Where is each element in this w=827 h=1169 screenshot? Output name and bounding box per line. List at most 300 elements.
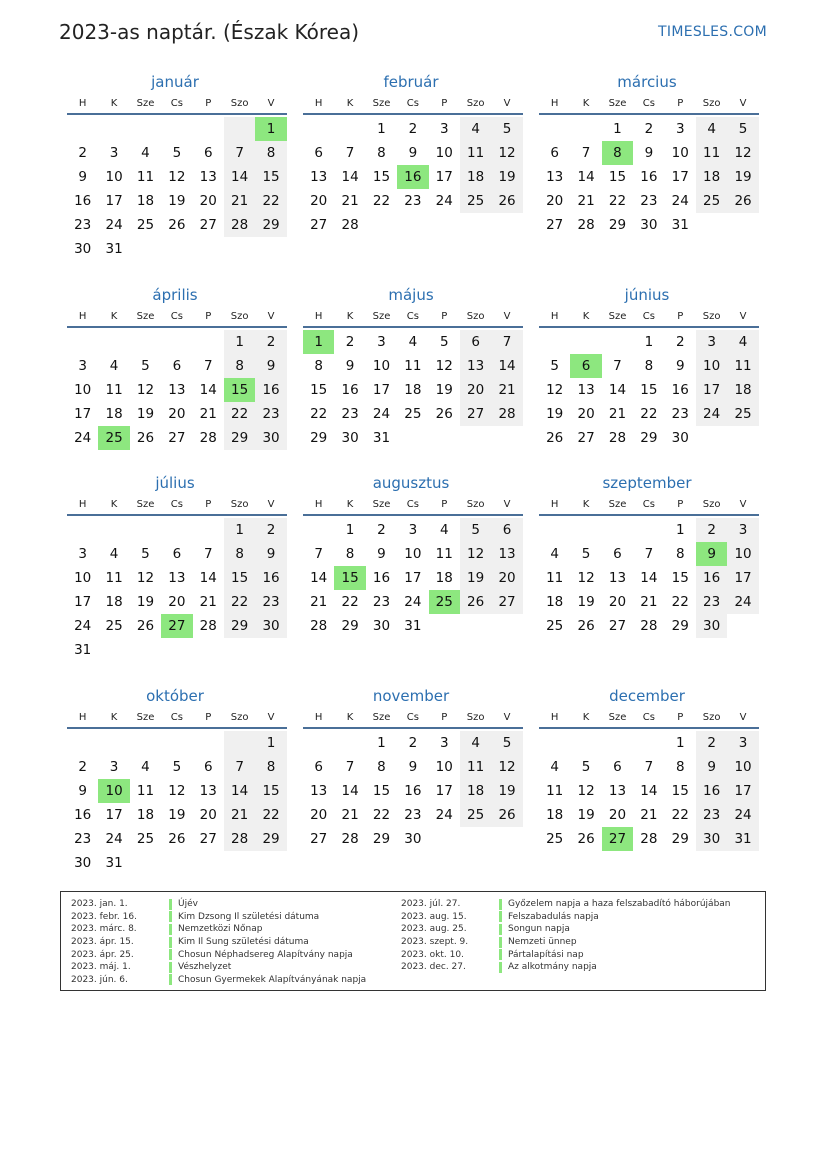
day-cell: 7 (491, 330, 522, 354)
day-cell: 14 (491, 354, 522, 378)
day-cell: 29 (372, 831, 391, 847)
day-cell: 19 (136, 406, 155, 422)
day-cell: 6 (203, 759, 213, 775)
day-cell: 24 (435, 193, 453, 209)
empty-cell (98, 638, 129, 662)
day-cell: 21 (491, 378, 522, 402)
empty-cell (67, 330, 98, 354)
month-2 (303, 71, 523, 237)
day-cell: 18 (136, 193, 155, 209)
weekday-label: H (78, 310, 87, 322)
day-cell: 12 (727, 141, 758, 165)
legend-row (61, 923, 366, 936)
day-cell: 19 (435, 382, 453, 398)
empty-cell (633, 731, 664, 755)
day-cell: 23 (671, 406, 689, 422)
empty-cell (303, 731, 334, 755)
day-cell: 9 (255, 542, 286, 566)
day-grid (67, 330, 287, 450)
month-name: április (152, 286, 198, 304)
month-6 (539, 284, 759, 450)
day-cell: 17 (74, 594, 92, 610)
day-cell: 13 (168, 382, 186, 398)
day-cell: 20 (491, 566, 522, 590)
empty-cell (193, 330, 224, 354)
day-cell: 27 (310, 217, 328, 233)
day-cell: 13 (310, 783, 328, 799)
day-grid (67, 117, 287, 261)
day-cell: 3 (78, 546, 87, 562)
empty-cell (539, 518, 570, 542)
day-cell: 16 (671, 382, 689, 398)
day-cell: 7 (345, 145, 355, 161)
empty-cell (130, 117, 161, 141)
day-cell: 16 (372, 570, 391, 586)
holiday-marker (499, 911, 502, 922)
day-cell: 31 (372, 430, 391, 446)
weekday-label: V (739, 310, 747, 322)
day-cell: 12 (577, 783, 595, 799)
day-cell: 29 (640, 430, 658, 446)
holiday-day: 9 (696, 542, 727, 566)
day-cell: 2 (255, 330, 286, 354)
weekday-label: P (441, 711, 448, 723)
day-cell: 12 (460, 542, 491, 566)
day-cell: 3 (439, 735, 449, 751)
day-cell: 6 (460, 330, 491, 354)
day-cell: 17 (435, 169, 453, 185)
month-5 (303, 284, 523, 450)
day-cell: 28 (341, 831, 359, 847)
day-cell: 9 (696, 755, 727, 779)
weekday-label: H (314, 498, 323, 510)
empty-cell (98, 518, 129, 542)
month-name: november (372, 687, 450, 705)
holiday-day: 1 (255, 117, 286, 141)
day-cell: 9 (255, 354, 286, 378)
holiday-marker (169, 937, 172, 948)
day-cell: 7 (314, 546, 323, 562)
weekday-label: Szo (702, 498, 721, 510)
weekday-label: V (503, 498, 511, 510)
day-cell: 8 (255, 755, 286, 779)
empty-cell (224, 731, 255, 755)
weekday-label: H (550, 97, 559, 109)
day-cell: 26 (491, 803, 522, 827)
day-cell: 6 (613, 759, 622, 775)
day-cell: 10 (727, 755, 758, 779)
legend-holiday-name: Chosun Gyermekek Alapítványának napja (178, 974, 367, 985)
legend-holiday-name: Győzelem napja a haza felszabadító háborújában (508, 899, 731, 910)
day-cell: 15 (310, 382, 328, 398)
empty-cell (303, 518, 334, 542)
day-cell: 3 (439, 121, 449, 137)
weekday-label: Sze (608, 498, 627, 510)
empty-cell (491, 213, 522, 237)
empty-cell (130, 330, 161, 354)
empty-cell (193, 117, 224, 141)
day-cell: 27 (546, 217, 564, 233)
holiday-marker (169, 974, 172, 985)
day-cell: 5 (491, 117, 522, 141)
day-cell: 20 (546, 193, 564, 209)
weekday-label: K (346, 711, 354, 723)
day-cell: 2 (696, 731, 727, 755)
day-cell: 10 (435, 759, 453, 775)
empty-cell (161, 237, 192, 261)
day-cell: 14 (310, 570, 328, 586)
day-grid (303, 731, 523, 851)
day-cell: 14 (224, 165, 255, 189)
legend-date: 2023. jan. 1. (71, 899, 128, 910)
empty-cell (491, 426, 522, 450)
legend-holiday-name: Pártalapítási nap (508, 949, 584, 960)
weekday-label: Cs (170, 97, 183, 109)
day-cell: 12 (577, 570, 595, 586)
day-cell: 9 (675, 358, 685, 374)
empty-cell (193, 638, 224, 662)
day-cell: 5 (141, 358, 150, 374)
day-cell: 27 (608, 618, 627, 634)
month-name: augusztus (372, 474, 450, 492)
day-cell: 28 (577, 217, 595, 233)
day-cell: 13 (608, 570, 627, 586)
empty-cell (397, 426, 428, 450)
day-cell: 30 (671, 430, 689, 446)
day-cell: 8 (377, 759, 386, 775)
day-cell: 27 (168, 430, 186, 446)
day-cell: 8 (314, 358, 323, 374)
day-cell: 16 (255, 378, 286, 402)
legend-date: 2023. júl. 27. (401, 899, 461, 910)
day-cell: 23 (404, 807, 422, 823)
day-cell: 14 (224, 779, 255, 803)
day-cell: 17 (74, 406, 92, 422)
month-name: május (388, 286, 434, 304)
empty-cell (539, 117, 570, 141)
day-cell: 20 (608, 594, 627, 610)
weekday-label: Szo (466, 310, 485, 322)
weekday-label: Cs (642, 97, 655, 109)
day-cell: 25 (136, 831, 155, 847)
empty-cell (429, 426, 460, 450)
day-cell: 25 (460, 189, 491, 213)
legend-holiday-name: Felszabadulás napja (508, 911, 599, 922)
day-cell: 24 (727, 803, 758, 827)
day-cell: 7 (224, 141, 255, 165)
day-cell: 17 (105, 193, 123, 209)
day-cell: 10 (727, 542, 758, 566)
day-cell: 2 (78, 759, 87, 775)
day-cell: 1 (224, 330, 255, 354)
empty-cell (539, 731, 570, 755)
day-grid (539, 330, 759, 450)
day-cell: 2 (644, 121, 654, 137)
weekday-label: K (582, 310, 590, 322)
day-cell: 24 (696, 402, 727, 426)
legend-row (61, 936, 366, 949)
weekday-label: P (441, 310, 448, 322)
empty-cell (67, 117, 98, 141)
day-cell: 19 (168, 807, 186, 823)
day-grid (303, 330, 523, 450)
weekday-label: K (346, 498, 354, 510)
day-cell: 5 (172, 759, 182, 775)
day-cell: 29 (671, 618, 689, 634)
day-cell: 24 (105, 831, 123, 847)
day-cell: 8 (255, 141, 286, 165)
day-cell: 26 (168, 217, 186, 233)
day-cell: 16 (74, 193, 92, 209)
day-cell: 24 (435, 807, 453, 823)
empty-cell (224, 117, 255, 141)
day-cell: 22 (671, 807, 689, 823)
empty-cell (130, 851, 161, 875)
day-cell: 18 (404, 382, 422, 398)
day-cell: 20 (310, 193, 328, 209)
empty-cell (334, 117, 365, 141)
day-cell: 22 (372, 807, 391, 823)
weekday-label: K (110, 498, 118, 510)
day-cell: 22 (224, 590, 255, 614)
weekday-label: H (550, 310, 559, 322)
day-cell: 4 (408, 334, 418, 350)
day-cell: 1 (675, 522, 685, 538)
weekday-header (303, 93, 523, 115)
day-cell: 14 (341, 169, 359, 185)
month-name: október (146, 687, 204, 705)
weekday-label: Szo (702, 711, 721, 723)
day-cell: 3 (675, 121, 685, 137)
empty-cell (570, 330, 601, 354)
weekday-label: Szo (230, 97, 249, 109)
day-cell: 17 (671, 169, 689, 185)
holiday-day: 1 (303, 330, 334, 354)
brand-link[interactable]: TIMESLES.COM (658, 24, 767, 40)
weekday-label: V (503, 310, 511, 322)
empty-cell (67, 731, 98, 755)
holiday-day: 10 (98, 779, 129, 803)
weekday-label: K (346, 97, 354, 109)
month-4 (67, 284, 287, 450)
day-cell: 20 (460, 378, 491, 402)
day-cell: 9 (345, 358, 355, 374)
day-cell: 5 (550, 358, 559, 374)
day-cell: 10 (671, 145, 689, 161)
month-name: december (609, 687, 685, 705)
day-cell: 16 (404, 783, 422, 799)
holiday-marker (499, 924, 502, 935)
legend-date: 2023. febr. 16. (71, 911, 137, 922)
legend-holiday-name: Az alkotmány napja (508, 962, 597, 973)
empty-cell (727, 426, 758, 450)
legend-holiday-name: Vészhelyzet (178, 962, 232, 973)
day-cell: 2 (78, 145, 87, 161)
day-cell: 24 (74, 430, 92, 446)
day-cell: 9 (408, 759, 418, 775)
day-cell: 17 (372, 382, 391, 398)
day-cell: 4 (460, 117, 491, 141)
day-cell: 13 (546, 169, 564, 185)
day-cell: 16 (696, 779, 727, 803)
day-cell: 30 (696, 614, 727, 638)
day-cell: 10 (372, 358, 391, 374)
day-cell: 5 (581, 546, 591, 562)
weekday-header (67, 707, 287, 729)
day-cell: 7 (644, 759, 654, 775)
empty-cell (727, 614, 758, 638)
day-cell: 18 (546, 807, 564, 823)
day-cell: 22 (255, 189, 286, 213)
holiday-day: 6 (570, 354, 601, 378)
day-cell: 5 (172, 145, 182, 161)
day-cell: 11 (696, 141, 727, 165)
day-cell: 9 (644, 145, 654, 161)
holiday-marker (169, 899, 172, 910)
day-grid (539, 731, 759, 851)
weekday-label: P (677, 498, 684, 510)
day-cell: 6 (314, 759, 323, 775)
day-cell: 4 (141, 145, 150, 161)
weekday-label: Sze (136, 711, 155, 723)
day-cell: 2 (696, 518, 727, 542)
empty-cell (429, 827, 460, 851)
legend-date: 2023. aug. 15. (401, 911, 467, 922)
empty-cell (491, 614, 522, 638)
day-cell: 8 (644, 358, 654, 374)
day-cell: 4 (109, 358, 119, 374)
day-cell: 6 (491, 518, 522, 542)
day-cell: 4 (550, 759, 559, 775)
legend-row (391, 961, 731, 974)
page-title: 2023-as naptár. (Észak Kórea) (59, 20, 360, 44)
month-1 (67, 71, 287, 261)
legend-date: 2023. dec. 27. (401, 962, 466, 973)
day-cell: 28 (341, 217, 359, 233)
day-cell: 4 (696, 117, 727, 141)
empty-cell (539, 330, 570, 354)
month-8 (303, 472, 523, 638)
day-cell: 21 (310, 594, 328, 610)
weekday-label: Szo (466, 498, 485, 510)
day-cell: 26 (136, 618, 155, 634)
day-cell: 13 (577, 382, 595, 398)
day-cell: 25 (546, 618, 564, 634)
legend-row (61, 948, 366, 961)
empty-cell (224, 851, 255, 875)
weekday-header (303, 494, 523, 516)
weekday-label: Cs (170, 498, 183, 510)
day-cell: 2 (675, 334, 685, 350)
day-cell: 18 (435, 570, 453, 586)
month-11 (303, 685, 523, 851)
month-name: január (151, 73, 199, 91)
day-cell: 15 (640, 382, 658, 398)
day-cell: 24 (404, 594, 422, 610)
day-cell: 22 (224, 402, 255, 426)
day-cell: 23 (74, 217, 92, 233)
day-cell: 25 (696, 189, 727, 213)
day-cell: 15 (671, 570, 689, 586)
day-cell: 22 (640, 406, 658, 422)
day-cell: 27 (199, 217, 217, 233)
day-cell: 13 (460, 354, 491, 378)
holiday-marker (499, 949, 502, 960)
day-cell: 5 (439, 334, 449, 350)
empty-cell (255, 851, 286, 875)
day-cell: 12 (546, 382, 564, 398)
day-cell: 23 (255, 402, 286, 426)
day-cell: 31 (671, 217, 689, 233)
empty-cell (98, 731, 129, 755)
weekday-label: Cs (170, 310, 183, 322)
empty-cell (491, 827, 522, 851)
day-cell: 1 (644, 334, 654, 350)
day-cell: 28 (640, 618, 658, 634)
day-cell: 25 (546, 831, 564, 847)
day-cell: 23 (74, 831, 92, 847)
day-cell: 28 (491, 402, 522, 426)
weekday-header (303, 707, 523, 729)
empty-cell (303, 117, 334, 141)
day-cell: 5 (491, 731, 522, 755)
day-cell: 6 (550, 145, 559, 161)
weekday-label: P (205, 310, 212, 322)
legend-row (61, 898, 366, 911)
day-cell: 22 (608, 193, 627, 209)
weekday-label: V (267, 711, 275, 723)
holiday-day: 27 (161, 614, 192, 638)
day-cell: 4 (141, 759, 150, 775)
day-cell: 7 (203, 546, 213, 562)
weekday-label: Sze (372, 498, 391, 510)
weekday-label: Sze (136, 310, 155, 322)
day-cell: 9 (377, 546, 386, 562)
weekday-label: Szo (702, 310, 721, 322)
day-cell: 8 (675, 546, 685, 562)
day-cell: 15 (255, 165, 286, 189)
weekday-label: K (110, 310, 118, 322)
empty-cell (161, 851, 192, 875)
month-name: március (617, 73, 677, 91)
day-cell: 24 (74, 618, 92, 634)
day-cell: 18 (105, 406, 123, 422)
day-cell: 28 (224, 213, 255, 237)
day-cell: 29 (671, 831, 689, 847)
weekday-label: K (582, 498, 590, 510)
day-cell: 1 (377, 735, 386, 751)
day-cell: 29 (341, 618, 359, 634)
day-cell: 8 (345, 546, 355, 562)
day-cell: 16 (696, 566, 727, 590)
weekday-label: Sze (608, 711, 627, 723)
day-cell: 8 (224, 354, 255, 378)
day-cell: 7 (345, 759, 355, 775)
day-cell: 23 (696, 803, 727, 827)
day-grid (539, 518, 759, 638)
legend-row (391, 936, 731, 949)
month-9 (539, 472, 759, 638)
day-cell: 15 (224, 566, 255, 590)
day-cell: 28 (310, 618, 328, 634)
day-cell: 6 (203, 145, 213, 161)
day-cell: 11 (105, 570, 123, 586)
empty-cell (460, 213, 491, 237)
weekday-header (67, 93, 287, 115)
month-7 (67, 472, 287, 662)
weekday-label: V (503, 711, 511, 723)
day-cell: 15 (372, 783, 391, 799)
